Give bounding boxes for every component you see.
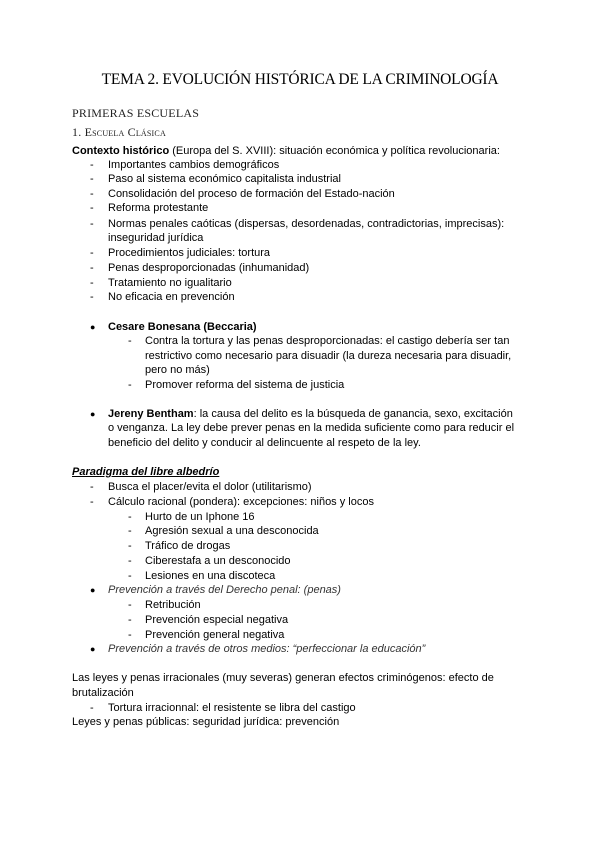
example-item: Tráfico de drogas — [145, 540, 231, 552]
page-title: TEMA 2. EVOLUCIÓN HISTÓRICA DE LA CRIMINOLOGÍA — [101, 71, 499, 88]
closing-item: Tortura irracionnal: el resistente se libra del castigo — [108, 702, 356, 714]
context-item: Tratamiento no igualitario — [108, 277, 232, 289]
dash-bullet: - — [90, 188, 94, 200]
prevention-item: Retribución — [145, 599, 201, 611]
round-bullet: ● — [90, 644, 96, 654]
dash-bullet: - — [90, 291, 94, 303]
context-item: Penas desproporcionadas (inhumanidad) — [108, 262, 310, 274]
closing-final: Leyes y penas públicas: seguridad jurídica: prevención — [72, 716, 340, 728]
example-item: Agresión sexual a una desconocida — [145, 525, 319, 537]
beccaria-item: Promover reforma del sistema de justicia — [145, 379, 345, 391]
context-item: Paso al sistema económico capitalista industrial — [108, 173, 341, 185]
bentham-line-continued: beneficio del delito y conducir al delincuente al respeto de la ley. — [108, 437, 421, 449]
prevention-item: Prevención especial negativa — [145, 614, 289, 626]
dash-bullet: - — [90, 202, 94, 214]
context-item: Procedimientos judiciales: tortura — [108, 247, 271, 259]
dash-bullet: - — [90, 262, 94, 274]
context-item: Importantes cambios demográficos — [108, 159, 280, 171]
bentham-name: Jereny Bentham — [108, 408, 194, 420]
beccaria-item-continued: pero no más) — [145, 364, 210, 376]
dash-bullet: - — [128, 525, 132, 537]
paradigm-item: Cálculo racional (pondera): excepciones: niños y locos — [108, 496, 374, 508]
context-text: (Europa del S. XVIII): situación económica y política revolucionaria: — [169, 145, 500, 157]
dash-bullet: - — [128, 335, 132, 347]
closing-paragraph: Las leyes y penas irracionales (muy severas) generan efectos criminógenos: efecto de — [72, 672, 494, 684]
context-item: Consolidación del proceso de formación del Estado-nación — [108, 188, 395, 200]
dash-bullet: - — [128, 555, 132, 567]
context-item: Reforma protestante — [108, 202, 209, 214]
prevention-other: Prevención a través de otros medios: “perfeccionar la educación” — [108, 643, 426, 655]
context-item-continued: inseguridad jurídica — [108, 232, 204, 244]
bentham-line — [108, 407, 513, 421]
dash-bullet: - — [128, 629, 132, 641]
example-item: Lesiones en una discoteca — [145, 570, 276, 582]
round-bullet: ● — [90, 409, 96, 419]
beccaria-name: Cesare Bonesana (Beccaria) — [108, 321, 257, 333]
dash-bullet: - — [128, 614, 132, 626]
context-paragraph — [72, 144, 500, 158]
paradigm-item: Busca el placer/evita el dolor (utilitarismo) — [108, 481, 312, 493]
example-item: Hurto de un Iphone 16 — [145, 511, 255, 523]
prevention-item: Prevención general negativa — [145, 629, 285, 641]
dash-bullet: - — [128, 540, 132, 552]
beccaria-item-continued: restrictivo como necesario para disuadir (la dureza necesaria para disuadir, — [145, 350, 512, 362]
context-label: Contexto histórico — [72, 145, 170, 157]
section-heading-primeras-escuelas: PRIMERAS ESCUELAS — [72, 106, 200, 120]
dash-bullet: - — [90, 159, 94, 171]
section-heading-escuela-clasica: 1. Escuela Clásica — [72, 125, 166, 139]
dash-bullet: - — [128, 511, 132, 523]
dash-bullet: - — [90, 218, 94, 230]
dash-bullet: - — [128, 599, 132, 611]
dash-bullet: - — [90, 496, 94, 508]
example-item: Ciberestafa a un desconocido — [145, 555, 291, 567]
round-bullet: ● — [90, 322, 96, 332]
paradigm-heading: Paradigma del libre albedrío — [72, 466, 220, 478]
prevention-penal: Prevención a través del Derecho penal: (penas) — [108, 584, 341, 596]
bentham-line-continued: o venganza. La ley debe prever penas en la medida suficiente como para reducir el — [108, 422, 515, 434]
dash-bullet: - — [90, 702, 94, 714]
dash-bullet: - — [90, 247, 94, 259]
bentham-text: : la causa del delito es la búsqueda de ganancia, sexo, excitación — [193, 408, 513, 420]
dash-bullet: - — [128, 570, 132, 582]
dash-bullet: - — [90, 173, 94, 185]
context-item: Normas penales caóticas (dispersas, desordenadas, contradictorias, imprecisas): — [108, 218, 505, 230]
round-bullet: ● — [90, 585, 96, 595]
context-item: No eficacia en prevención — [108, 291, 235, 303]
closing-paragraph-continued: brutalización — [72, 687, 134, 699]
dash-bullet: - — [128, 379, 132, 391]
dash-bullet: - — [90, 277, 94, 289]
beccaria-item: Contra la tortura y las penas desproporcionadas: el castigo debería ser tan — [145, 335, 510, 347]
dash-bullet: - — [90, 481, 94, 493]
